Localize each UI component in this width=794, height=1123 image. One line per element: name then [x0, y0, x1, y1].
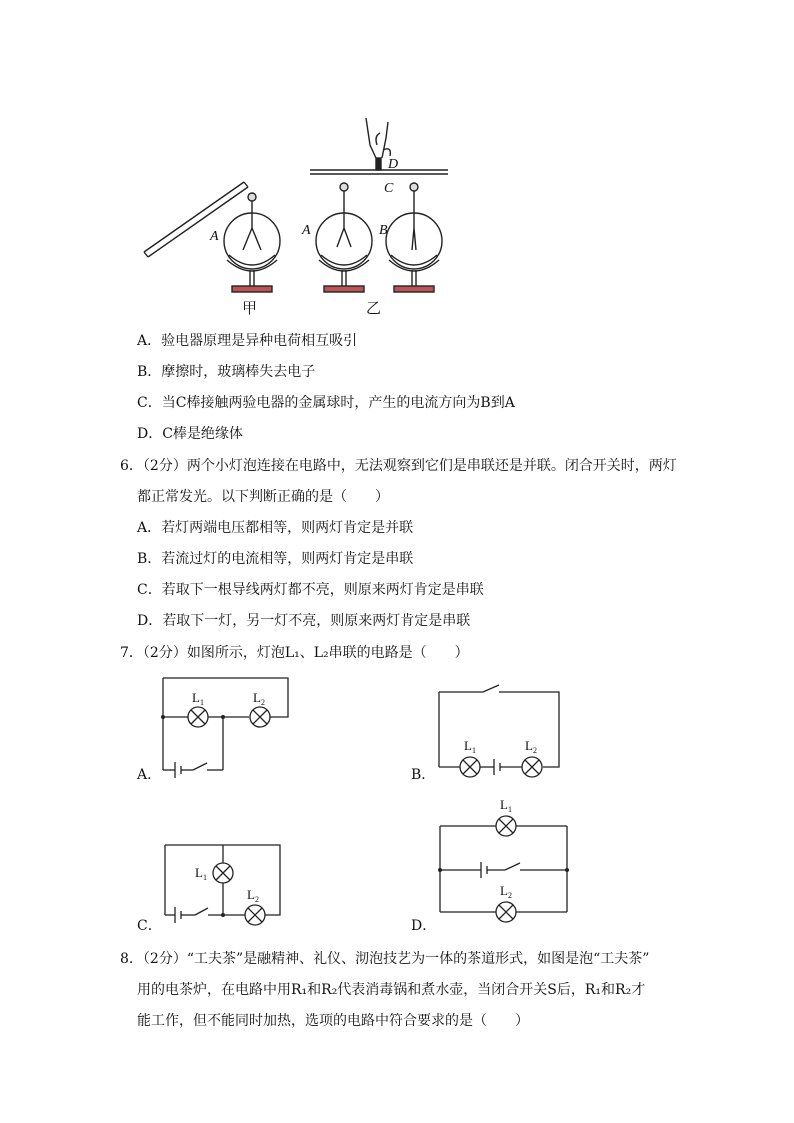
q6-option-b: B．若流过灯的电流相等，则两灯肯定是串联: [137, 551, 414, 567]
svg-text:L1: $L_1$: [192, 690, 204, 707]
svg-text:L2: $L_2$: [525, 738, 537, 755]
label-c: C: [384, 181, 394, 196]
electroscope-b-yi: [386, 183, 442, 292]
circuit-c-label: C．: [137, 918, 162, 934]
q5-option-c: C．当C棒接触两验电器的金属球时，产生的电流方向为B到A: [137, 395, 515, 411]
electroscope-a-jia: [224, 193, 280, 292]
q6-option-c: C．若取下一根导线两灯都不亮，则原来两灯肯定是串联: [137, 582, 484, 598]
q8-line1: 8．（2分）“工夫茶”是融精神、礼仪、沏泡技艺为一体的茶道形式，如图是泡“工夫茶”: [120, 951, 650, 967]
svg-text:L1: $L_1$: [500, 797, 512, 814]
label-a2: A: [302, 223, 311, 238]
svg-text:L2: $L_2$: [247, 887, 259, 904]
label-d: D: [388, 157, 399, 172]
q6-option-a: A．若灯两端电压都相等，则两灯肯定是并联: [137, 520, 414, 536]
svg-text:L2: $L_2$: [500, 883, 512, 900]
q8-line2: 用的电茶炉，在电路中用R₁和R₂代表消毒锅和煮水壶，当闭合开关S后，R₁和R₂才: [137, 982, 646, 998]
q5-option-a: A．验电器原理是异种电荷相互吸引: [137, 333, 358, 349]
q6-option-d: D．若取下一灯，另一灯不亮，则原来两灯肯定是串联: [137, 613, 471, 629]
circuit-b-label: B．: [411, 767, 436, 783]
circuit-d: [425, 795, 580, 930]
electroscope-a-yi: [316, 183, 372, 292]
label-a1: A: [210, 229, 219, 244]
q5-option-b: B．摩擦时，玻璃棒失去电子: [137, 364, 316, 380]
q6-stem-line2: 都正常发光。以下判断正确的是（ ）: [137, 489, 389, 505]
q6-stem-line1: 6．（2分）两个小灯泡连接在电路中，无法观察到它们是串联还是并联。闭合开关时，两灯: [120, 458, 677, 474]
circuit-a-label: A．: [137, 767, 162, 783]
circuit-b: [425, 680, 575, 790]
circuit-d-label: D．: [411, 918, 437, 934]
svg-text:L1: $L_1$: [464, 738, 476, 755]
q5-option-d: D．C棒是绝缘体: [137, 426, 243, 442]
svg-text:L1: $L_1$: [195, 865, 207, 882]
q7-stem: 7．（2分）如图所示，灯泡L₁、L₂串联的电路是（ ）: [120, 645, 469, 661]
label-b: B: [379, 223, 388, 238]
q8-line3: 能工作，但不能同时加热，选项的电路中符合要求的是（ ）: [137, 1013, 529, 1029]
caption-yi: 乙: [366, 301, 382, 317]
electroscope-figure: [130, 100, 470, 320]
metal-rod-c: [310, 118, 448, 174]
svg-text:L2: $L_2$: [253, 690, 265, 707]
caption-jia: 甲: [242, 301, 258, 317]
circuit-c: [145, 835, 295, 930]
